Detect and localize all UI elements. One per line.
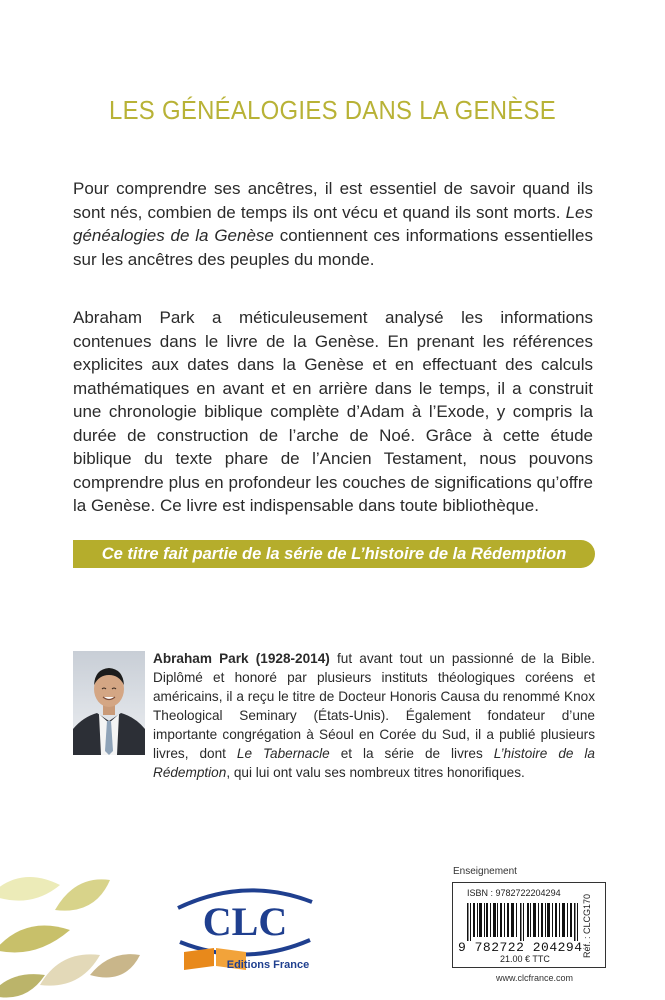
author-bio [153,649,595,782]
bio-text-1: fut avant tout un passionné de la Bible. Diplômé et honoré par plusieurs instituts théologiques coréens et américains, il a reçu le titre de Docteur Honoris Causa du renommé Knox Theological Seminary (États-Unis). Également fondateur d’une importante congrégation à Séoul en Corée du Sud, il a publié plusieurs livres, dont [153,651,596,761]
logo-sub-text: Editions France [226,959,310,971]
website-link[interactable]: www.clcfrance.com [496,973,574,983]
intro-text-1: Pour comprendre ses ancêtres, il est essentiel de savoir quand ils sont nés, combien de temps ils ont vécu et quand ils sont morts. [73,179,593,222]
intro-title-italic: Les généalogies de la Genèse [73,202,593,245]
isbn-text: ISBN : 9782722204294 [467,888,561,898]
bio-italic-1: Le Tabernacle [236,746,330,761]
series-banner: Ce titre fait partie de la série de L’histoire de la Rédemption [73,540,595,568]
bio-italic-2: L’histoire de la Rédemption [153,746,595,780]
price-label: 21.00 € TTC [500,954,550,964]
reference-label: Réf. : CLCG170 [582,893,592,958]
clc-logo [170,880,320,980]
intro-text-2: contiennent ces informations essentielles sur les ancêtres des peuples du monde. [73,226,593,269]
author-name: Abraham Park (1928-2014) [153,651,330,666]
barcode [467,903,578,941]
book-icon-left [184,948,214,970]
intro-paragraph [73,177,593,271]
bio-text-3: , qui lui ont valu ses nombreux titres honorifiques. [226,765,525,780]
book-title: LES GÉNÉALOGIES DANS LA GENÈSE [108,95,556,125]
author-photo [73,651,145,755]
barcode-number: 9 782722 204294 [458,940,583,955]
logo-main-text: CLC [202,899,288,944]
leaves-decoration [0,855,140,1000]
category-label: Enseignement [453,866,517,877]
description-paragraph: Abraham Park a méticuleusement analysé les informations contenues dans le livre de la Genèse. En prenant les références explicites aux dates dans la Genèse et en effectuant des calculs mathématiques en avant et en arrière dans le temps, il a construit une chronologie biblique complète d’Adam à l’Exode, y compris la durée de construction de l’arche de Noé. Grâce à cette étude biblique du texte phare de l’Ancien Testament, nous pouvons comprendre plus en profondeur les couches de significations qu’offre la Genèse. Ce livre est indispensable dans toute bibliothèque. [73,308,593,515]
bio-text-2: et la série de livres [329,746,494,761]
